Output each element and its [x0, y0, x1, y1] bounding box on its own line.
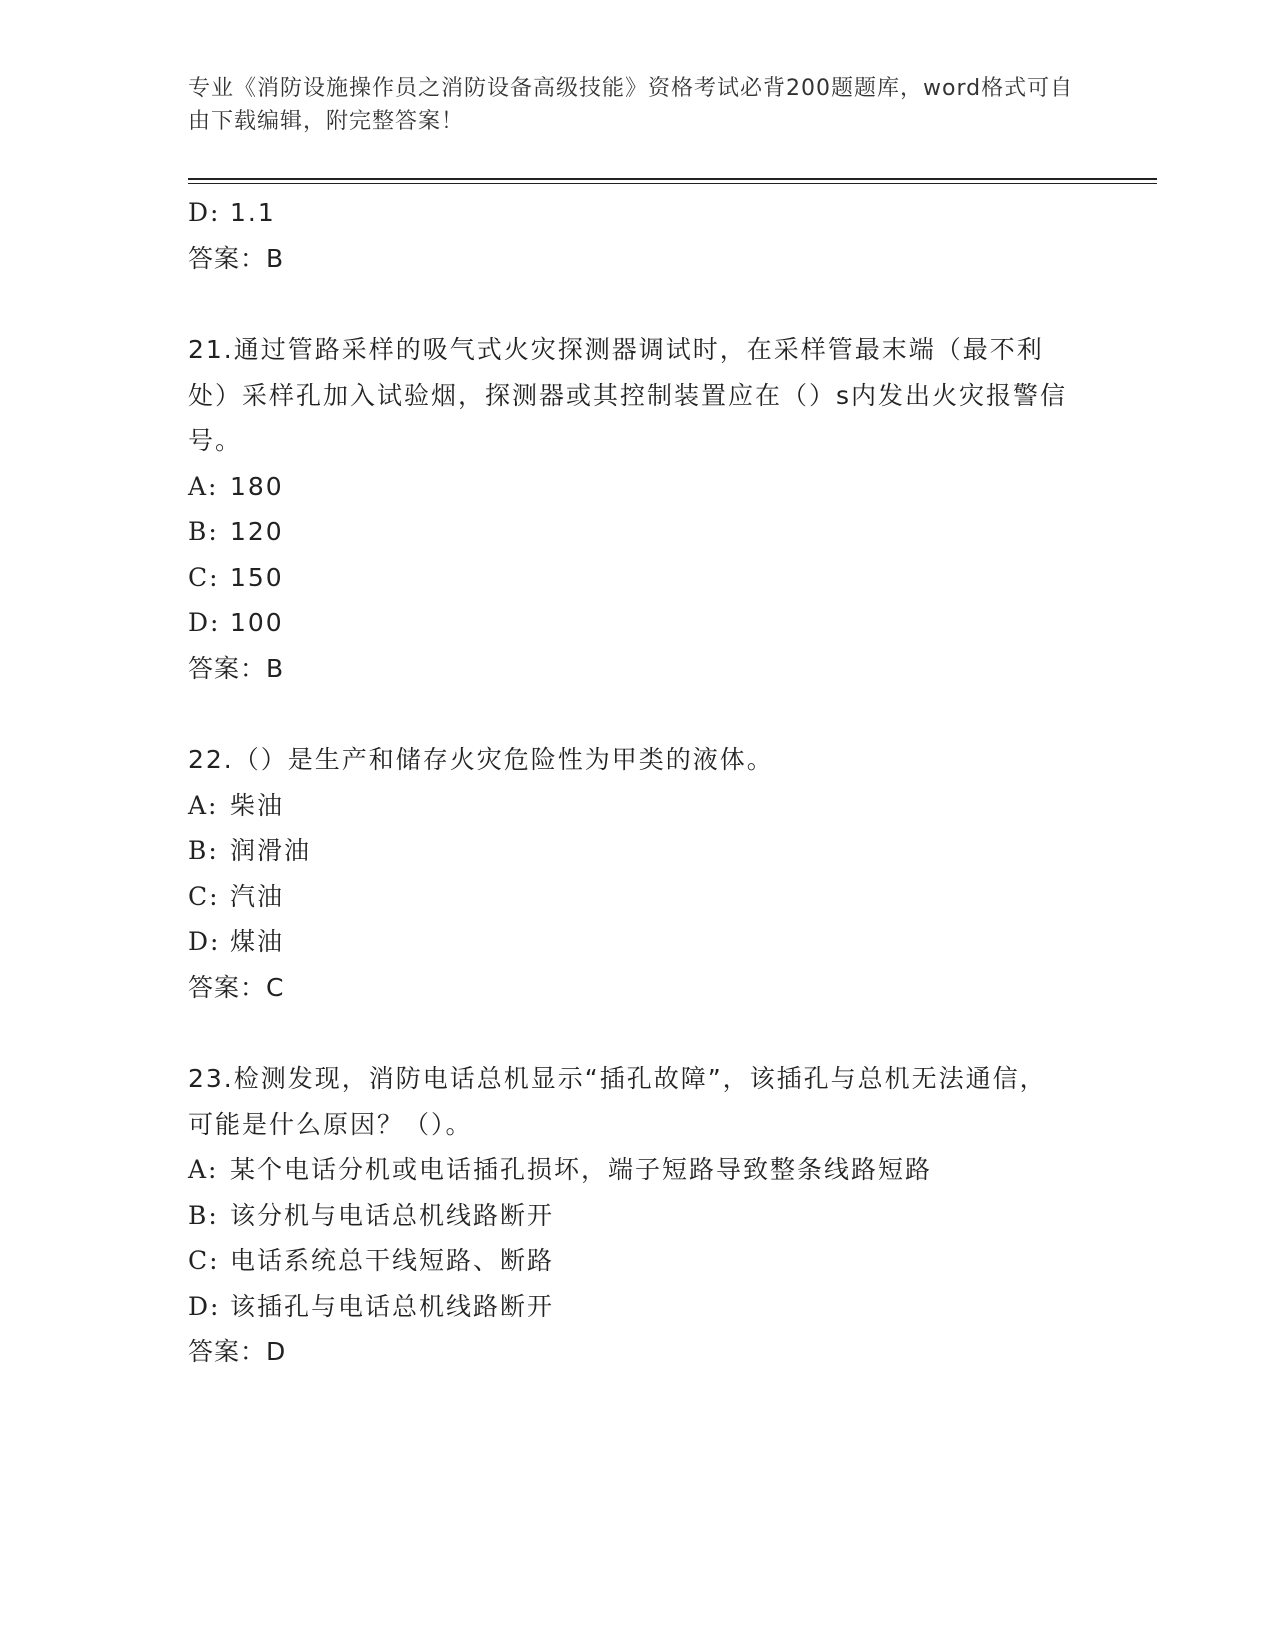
- option-letter: B:: [188, 517, 219, 546]
- option-letter: D:: [188, 198, 221, 227]
- option-text: 该插孔与电话总机线路断开: [230, 1291, 555, 1321]
- question-text: 22.（）是生产和储存火灾危险性为甲类的液体。: [188, 745, 774, 774]
- option-letter: C:: [188, 562, 220, 592]
- document-body: [188, 190, 1088, 1375]
- option-d: [188, 190, 1088, 236]
- option-text: 150: [230, 562, 284, 592]
- option-a: [188, 783, 1088, 829]
- option-letter: B:: [188, 836, 219, 865]
- header-divider-thin: [188, 183, 1157, 184]
- answer-value: B: [266, 243, 285, 273]
- option-a: [188, 1147, 1088, 1193]
- question-21: [188, 327, 1088, 691]
- answer-line: [188, 646, 1088, 692]
- answer-label: 答案：: [188, 1337, 267, 1366]
- option-text: 1.1: [230, 198, 276, 227]
- option-d: [188, 600, 1088, 646]
- question-text: 23.检测发现，消防电话总机显示“插孔故障”，该插孔与总机无法通信，可能是什么原因？（）。: [188, 1064, 1047, 1139]
- option-b: [188, 828, 1088, 874]
- page-header: 专业《消防设施操作员之消防设备高级技能》资格考试必背200题题库，word格式可自由下载编辑，附完整答案！: [188, 76, 1074, 134]
- answer-value: D: [266, 1337, 287, 1366]
- option-text: 煤油: [230, 927, 285, 956]
- option-text: 柴油: [230, 790, 285, 820]
- question-23: [188, 1056, 1088, 1375]
- answer-value: B: [266, 653, 285, 683]
- option-text: 润滑油: [230, 836, 312, 865]
- answer-label: 答案：: [188, 972, 267, 1002]
- option-letter: B:: [188, 1200, 219, 1230]
- answer-label: 答案：: [188, 243, 267, 273]
- answer-line: [188, 965, 1088, 1011]
- question-22: [188, 737, 1088, 1010]
- option-text: 180: [230, 471, 284, 501]
- option-text: 该分机与电话总机线路断开: [230, 1200, 555, 1230]
- answer-line: [188, 1329, 1088, 1375]
- option-letter: C:: [188, 1246, 220, 1275]
- option-d: [188, 1284, 1088, 1330]
- header-divider: [188, 178, 1157, 180]
- option-letter: A:: [188, 790, 219, 820]
- option-letter: A:: [188, 1155, 219, 1184]
- option-text: 某个电话分机或电话插孔损坏，端子短路导致整条线路短路: [230, 1155, 933, 1184]
- option-a: [188, 464, 1088, 510]
- option-letter: D:: [188, 1291, 221, 1321]
- option-letter: D:: [188, 927, 221, 956]
- answer-value: C: [266, 972, 285, 1002]
- option-c: [188, 874, 1088, 920]
- option-b: [188, 509, 1088, 555]
- option-text: 汽油: [230, 881, 285, 911]
- answer-label: 答案：: [188, 653, 267, 683]
- option-c: [188, 555, 1088, 601]
- question-text: 21.通过管路采样的吸气式火灾探测器调试时，在采样管最末端（最不利处）采样孔加入试验烟，探测器或其控制装置应在（）s内发出火灾报警信号。: [188, 335, 1068, 455]
- option-c: [188, 1238, 1088, 1284]
- option-letter: A:: [188, 471, 219, 501]
- option-letter: D:: [188, 608, 221, 637]
- option-b: [188, 1193, 1088, 1239]
- option-letter: C:: [188, 881, 220, 911]
- option-text: 120: [230, 517, 284, 546]
- option-d: [188, 919, 1088, 965]
- answer-line: [188, 236, 1088, 282]
- option-text: 电话系统总干线短路、断路: [230, 1246, 555, 1275]
- option-text: 100: [230, 608, 284, 637]
